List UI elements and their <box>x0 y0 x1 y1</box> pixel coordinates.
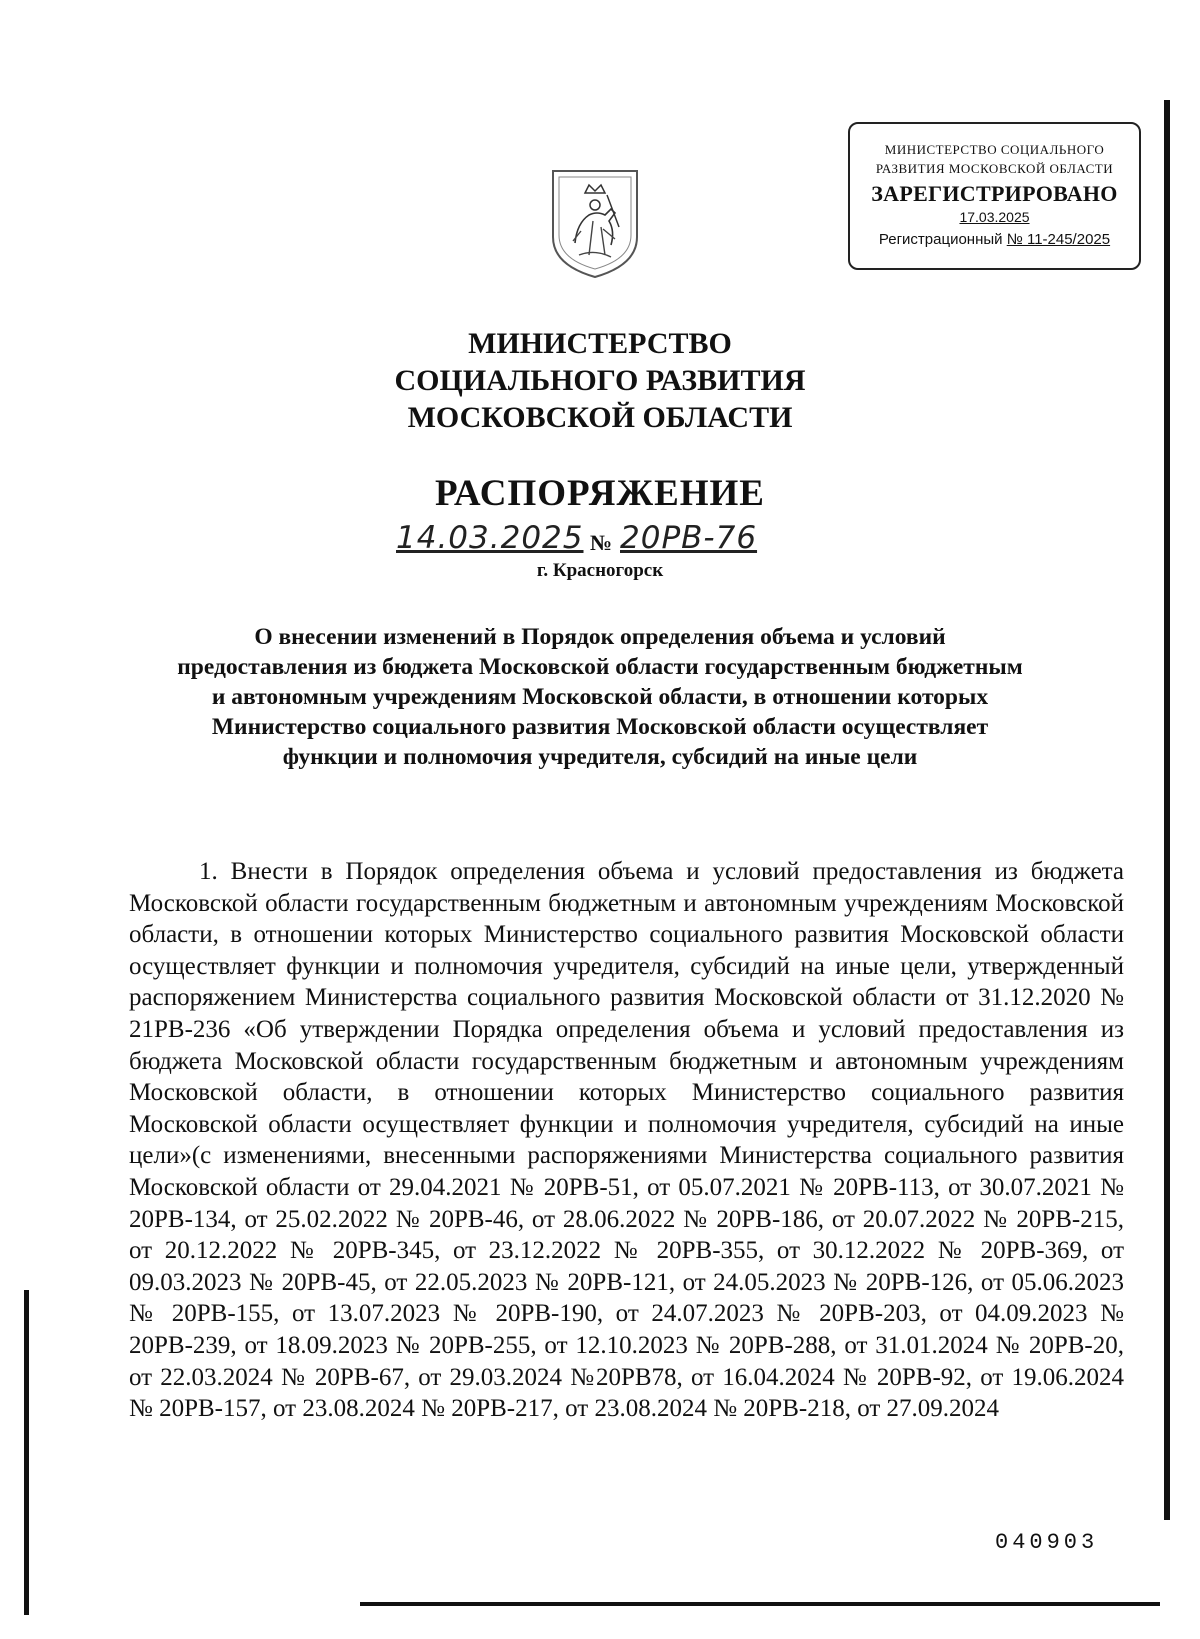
ministry-name <box>300 325 900 436</box>
subject-line5: функции и полномочия учредителя, субсидий на иные цели <box>282 744 918 770</box>
stamp-reg-number: № 11-245/2025 <box>1006 231 1111 248</box>
ministry-line1: МИНИСТЕРСТВО <box>468 327 732 360</box>
stamp-registered-label: ЗАРЕГИСТРИРОВАНО <box>871 181 1118 206</box>
page-code: 040903 <box>995 1530 1099 1555</box>
stamp-registration-number <box>850 231 1139 248</box>
stamp-date: 17.03.2025 <box>959 209 1030 225</box>
subject-line3: и автономным учреждениям Московской области, в отношении которых <box>211 684 989 710</box>
registration-stamp <box>848 122 1141 270</box>
subject-line2: предоставления из бюджета Московской области государственным бюджетным <box>177 654 1023 680</box>
stamp-organization <box>850 140 1139 178</box>
handwritten-document-number: 20РВ-76 <box>620 520 758 556</box>
body-paragraph-1: 1. Внести в Порядок определения объема и условий предоставления из бюджета Московской области государственным бюджетным и автономным учреждениям Московской области, в отношении которых Министерство социального развития Московской области осуществляет функции и полномочия учредителя, субсидий на иные цели, утвержденный распоряжением Министерства социального развития Московской области от 31.12.2020 № 21РВ-236 «Об утверждении Порядка определения объема и условий предоставления из бюджета Московской области государственным бюджетным и автономным учреждениям Московской области, в отношении которых Министерство социального развития Московской области осуществляет функции и полномочия учредителя, субсидий на иные цели»(с изменениями, внесенными распоряжениями Министерства социального развития Московской области от 29.04.2021 № 20РВ-51, от 05.07.2021 № 20РВ-113, от 30.07.2021 № 20РВ-134, от 25.02.2022 № 20РВ-46, от 28.06.2022 № 20РВ-186, от 20.07.2022 № 20РВ-215, от 20.12.2022 № 20РВ-345, от 23.12.2022 № 20РВ-355, от 30.12.2022 № 20РВ-369, от 09.03.2023 № 20РВ-45, от 22.05.2023 № 20РВ-121, от 24.05.2023 № 20РВ-126, от 05.06.2023 № 20РВ-155, от 13.07.2023 № 20РВ-190, от 24.07.2023 № 20РВ-203, от 04.09.2023 № 20РВ-239, от 18.09.2023 № 20РВ-255, от 12.10.2023 № 20РВ-288, от 31.01.2024 № 20РВ-20, от 22.03.2024 № 20РВ-67, от 29.03.2024 №20РВ78, от 16.04.2024 № 20РВ-92, от 19.06.2024 № 20РВ-157, от 23.08.2024 № 20РВ-217, от 23.08.2024 № 20РВ-218, от 27.09.2024 <box>129 858 1124 1423</box>
ministry-line3: МОСКОВСКОЙ ОБЛАСТИ <box>407 401 793 434</box>
scan-edge-right <box>1164 100 1170 1520</box>
number-sign: № <box>590 530 613 555</box>
scan-bottom-line <box>360 1602 1160 1606</box>
stamp-reg-label: Регистрационный <box>878 231 1003 248</box>
stamp-org-line1: МИНИСТЕРСТВО СОЦИАЛЬНОГО <box>884 142 1105 157</box>
document-subject <box>120 622 1080 772</box>
subject-line1: О внесении изменений в Порядок определения объема и условий <box>254 624 946 650</box>
handwritten-document-date: 14.03.2025 <box>396 520 584 556</box>
moscow-region-coat-of-arms-icon <box>545 165 645 280</box>
stamp-org-line2: РАЗВИТИЯ МОСКОВСКОЙ ОБЛАСТИ <box>875 161 1114 176</box>
scan-edge-left <box>24 1290 29 1615</box>
document-city: г. Красногорск <box>536 560 664 581</box>
ministry-line2: СОЦИАЛЬНОГО РАЗВИТИЯ <box>394 364 806 397</box>
document-type-title: РАСПОРЯЖЕНИЕ <box>434 473 765 514</box>
subject-line4: Министерство социального развития Московской области осуществляет <box>211 714 989 740</box>
